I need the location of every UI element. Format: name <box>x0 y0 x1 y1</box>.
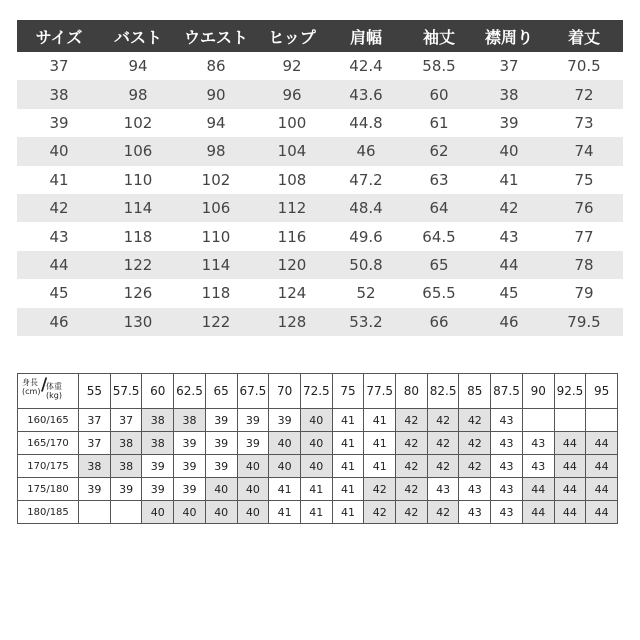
size-chart-cell: 43.6 <box>327 80 405 108</box>
corner-slash: / <box>41 375 48 395</box>
fit-chart-size-cell: 40 <box>174 501 206 524</box>
size-chart-column-header: ヒップ <box>257 20 327 52</box>
fit-chart-size-cell: 39 <box>79 478 111 501</box>
fit-chart-size-cell: 44 <box>554 478 586 501</box>
size-chart-row <box>17 251 623 279</box>
size-chart-cell: 46 <box>473 308 545 336</box>
fit-chart-body <box>18 409 618 524</box>
fit-chart-size-cell: 42 <box>396 409 428 432</box>
fit-chart-row <box>18 501 618 524</box>
size-chart-table <box>17 20 623 336</box>
size-chart-cell: 92 <box>257 52 327 80</box>
size-chart-cell: 52 <box>327 279 405 307</box>
fit-chart-size-cell: 43 <box>491 455 523 478</box>
fit-chart-size-cell: 41 <box>300 501 332 524</box>
fit-chart-size-cell: 43 <box>427 478 459 501</box>
size-chart-cell: 48.4 <box>327 194 405 222</box>
height-row-header: 170/175 <box>18 455 79 478</box>
fit-chart-size-cell: 42 <box>396 501 428 524</box>
size-chart-cell: 74 <box>545 137 623 165</box>
fit-chart-size-cell: 40 <box>237 501 269 524</box>
size-chart-cell: 39 <box>17 109 101 137</box>
size-chart-cell: 65.5 <box>405 279 473 307</box>
weight-column-header: 80 <box>396 374 428 409</box>
size-chart-cell: 39 <box>473 109 545 137</box>
fit-chart-size-cell: 43 <box>522 455 554 478</box>
fit-chart-size-cell: 44 <box>554 501 586 524</box>
size-chart-cell: 50.8 <box>327 251 405 279</box>
size-chart-column-header: サイズ <box>17 20 101 52</box>
fit-chart-size-cell: 40 <box>269 455 301 478</box>
fit-chart-size-cell: 41 <box>364 432 396 455</box>
fit-chart-size-cell <box>586 409 618 432</box>
weight-column-header: 75 <box>332 374 364 409</box>
fit-chart-size-cell: 40 <box>269 432 301 455</box>
size-chart-cell: 106 <box>175 194 257 222</box>
fit-chart-size-cell: 39 <box>205 455 237 478</box>
size-chart-cell: 90 <box>175 80 257 108</box>
fit-chart-size-cell: 43 <box>522 432 554 455</box>
size-chart-column-header: 着丈 <box>545 20 623 52</box>
fit-chart-size-cell: 42 <box>364 478 396 501</box>
fit-chart-size-cell: 39 <box>174 455 206 478</box>
size-chart-cell: 42.4 <box>327 52 405 80</box>
fit-chart-size-cell: 39 <box>110 478 142 501</box>
fit-chart-size-cell: 41 <box>332 432 364 455</box>
fit-chart-size-cell: 37 <box>110 409 142 432</box>
size-chart-column-header: バスト <box>101 20 175 52</box>
size-chart-cell: 128 <box>257 308 327 336</box>
size-chart-cell: 42 <box>473 194 545 222</box>
corner-weight-label <box>46 382 62 400</box>
size-chart-cell: 110 <box>101 166 175 194</box>
fit-chart-corner-cell <box>18 374 79 409</box>
fit-chart-size-cell: 39 <box>237 409 269 432</box>
size-chart-cell: 38 <box>17 80 101 108</box>
fit-chart-size-cell <box>554 409 586 432</box>
fit-chart-size-cell: 44 <box>522 501 554 524</box>
size-chart-cell: 63 <box>405 166 473 194</box>
fit-chart-size-cell: 40 <box>237 455 269 478</box>
fit-chart-size-cell: 38 <box>79 455 111 478</box>
fit-chart-size-cell: 39 <box>269 409 301 432</box>
size-chart-cell: 110 <box>175 222 257 250</box>
fit-chart-size-cell: 40 <box>300 455 332 478</box>
weight-label-text: 体重 <box>46 382 62 391</box>
size-chart-cell: 62 <box>405 137 473 165</box>
size-chart-cell: 61 <box>405 109 473 137</box>
size-chart-cell: 114 <box>101 194 175 222</box>
fit-chart-size-cell: 40 <box>205 478 237 501</box>
fit-chart-size-cell: 42 <box>427 455 459 478</box>
height-label-text: 身長 <box>22 378 38 387</box>
size-chart-cell: 49.6 <box>327 222 405 250</box>
size-chart-cell: 43 <box>17 222 101 250</box>
fit-chart-size-cell: 41 <box>364 455 396 478</box>
height-row-header: 175/180 <box>18 478 79 501</box>
fit-chart-size-cell: 43 <box>459 478 491 501</box>
weight-column-header: 85 <box>459 374 491 409</box>
weight-column-header: 95 <box>586 374 618 409</box>
size-chart-cell: 94 <box>175 109 257 137</box>
weight-column-header: 90 <box>522 374 554 409</box>
size-chart-cell: 66 <box>405 308 473 336</box>
fit-chart-size-cell: 42 <box>459 455 491 478</box>
size-chart-row <box>17 222 623 250</box>
size-chart-cell: 45 <box>473 279 545 307</box>
fit-chart-size-cell: 39 <box>237 432 269 455</box>
size-chart-cell: 120 <box>257 251 327 279</box>
size-chart-cell: 44 <box>17 251 101 279</box>
fit-chart-size-cell: 44 <box>522 478 554 501</box>
fit-chart-row <box>18 455 618 478</box>
fit-chart-size-cell: 40 <box>205 501 237 524</box>
weight-column-header: 92.5 <box>554 374 586 409</box>
fit-chart-size-cell: 41 <box>300 478 332 501</box>
fit-chart-size-cell: 38 <box>142 409 174 432</box>
size-chart-cell: 65 <box>405 251 473 279</box>
fit-chart-size-cell: 44 <box>586 432 618 455</box>
size-chart-header <box>17 20 623 52</box>
fit-chart-size-cell <box>522 409 554 432</box>
size-chart-cell: 130 <box>101 308 175 336</box>
size-chart-cell: 116 <box>257 222 327 250</box>
fit-chart-size-cell: 40 <box>237 478 269 501</box>
weight-column-header: 77.5 <box>364 374 396 409</box>
fit-chart-header-row <box>18 374 618 409</box>
fit-chart-size-cell: 42 <box>427 432 459 455</box>
weight-column-header: 60 <box>142 374 174 409</box>
fit-chart-size-cell: 43 <box>491 432 523 455</box>
weight-column-header: 67.5 <box>237 374 269 409</box>
weight-unit-text: (kg) <box>46 391 62 400</box>
size-chart-column-header: 襟周り <box>473 20 545 52</box>
size-chart-cell: 118 <box>175 279 257 307</box>
fit-chart-size-cell: 37 <box>79 409 111 432</box>
size-chart-cell: 122 <box>101 251 175 279</box>
fit-chart-size-cell: 41 <box>269 501 301 524</box>
size-chart-row <box>17 137 623 165</box>
size-chart-cell: 76 <box>545 194 623 222</box>
size-chart-row <box>17 166 623 194</box>
fit-chart-size-cell: 41 <box>332 409 364 432</box>
size-chart-cell: 108 <box>257 166 327 194</box>
size-chart-cell: 78 <box>545 251 623 279</box>
fit-chart-row <box>18 478 618 501</box>
fit-chart-size-cell: 41 <box>364 409 396 432</box>
fit-chart-size-cell: 42 <box>396 455 428 478</box>
weight-column-header: 87.5 <box>491 374 523 409</box>
size-chart-cell: 41 <box>473 166 545 194</box>
fit-chart-size-cell: 39 <box>142 478 174 501</box>
size-chart-cell: 44 <box>473 251 545 279</box>
fit-chart-size-cell: 38 <box>110 432 142 455</box>
size-chart-cell: 37 <box>17 52 101 80</box>
size-chart-row <box>17 80 623 108</box>
size-chart-cell: 122 <box>175 308 257 336</box>
size-chart-cell: 40 <box>473 137 545 165</box>
size-chart-cell: 47.2 <box>327 166 405 194</box>
fit-chart-size-cell: 39 <box>142 455 174 478</box>
size-chart-cell: 45 <box>17 279 101 307</box>
size-chart-cell: 41 <box>17 166 101 194</box>
size-chart-row <box>17 109 623 137</box>
fit-chart-size-cell: 41 <box>332 455 364 478</box>
size-chart-cell: 98 <box>175 137 257 165</box>
fit-chart-size-cell: 42 <box>427 501 459 524</box>
size-chart-cell: 64 <box>405 194 473 222</box>
size-chart-cell: 77 <box>545 222 623 250</box>
size-chart-row <box>17 279 623 307</box>
size-chart-header-row <box>17 20 623 52</box>
fit-chart-size-cell: 44 <box>586 478 618 501</box>
size-chart-column-header: ウエスト <box>175 20 257 52</box>
size-chart-column-header: 袖丈 <box>405 20 473 52</box>
size-chart-cell: 114 <box>175 251 257 279</box>
fit-chart-size-cell: 42 <box>396 478 428 501</box>
fit-chart-row <box>18 409 618 432</box>
size-chart-cell: 96 <box>257 80 327 108</box>
fit-chart-size-cell: 38 <box>174 409 206 432</box>
fit-chart-size-cell: 42 <box>459 432 491 455</box>
weight-column-header: 62.5 <box>174 374 206 409</box>
size-chart-column-header: 肩幅 <box>327 20 405 52</box>
fit-chart-size-cell: 42 <box>364 501 396 524</box>
height-row-header: 180/185 <box>18 501 79 524</box>
fit-chart-size-cell: 40 <box>300 409 332 432</box>
height-row-header: 165/170 <box>18 432 79 455</box>
size-chart-cell: 100 <box>257 109 327 137</box>
weight-column-header: 55 <box>79 374 111 409</box>
size-chart-cell: 112 <box>257 194 327 222</box>
size-chart-cell: 46 <box>17 308 101 336</box>
fit-chart-size-cell: 39 <box>174 432 206 455</box>
fit-chart-row <box>18 432 618 455</box>
fit-chart-size-cell: 42 <box>459 409 491 432</box>
fit-chart-size-cell <box>110 501 142 524</box>
fit-chart-size-cell: 38 <box>142 432 174 455</box>
weight-column-header: 70 <box>269 374 301 409</box>
size-chart-cell: 53.2 <box>327 308 405 336</box>
weight-column-header: 72.5 <box>300 374 332 409</box>
fit-chart-size-cell: 42 <box>427 409 459 432</box>
size-chart-cell: 126 <box>101 279 175 307</box>
size-chart-cell: 106 <box>101 137 175 165</box>
size-chart-cell: 40 <box>17 137 101 165</box>
size-chart-cell: 79.5 <box>545 308 623 336</box>
fit-chart-size-cell: 41 <box>332 478 364 501</box>
fit-chart-size-cell: 43 <box>491 478 523 501</box>
fit-chart-size-cell: 43 <box>459 501 491 524</box>
size-chart-cell: 94 <box>101 52 175 80</box>
size-chart-cell: 37 <box>473 52 545 80</box>
fit-chart-size-cell: 40 <box>300 432 332 455</box>
size-chart-cell: 102 <box>101 109 175 137</box>
corner-height-label <box>22 378 40 396</box>
size-chart-cell: 64.5 <box>405 222 473 250</box>
size-chart-cell: 38 <box>473 80 545 108</box>
size-chart-cell: 118 <box>101 222 175 250</box>
fit-chart-size-cell: 44 <box>586 501 618 524</box>
weight-column-header: 65 <box>205 374 237 409</box>
size-chart-cell: 124 <box>257 279 327 307</box>
fit-chart-size-cell: 38 <box>110 455 142 478</box>
size-chart-cell: 98 <box>101 80 175 108</box>
fit-chart-size-cell: 42 <box>396 432 428 455</box>
size-chart-row <box>17 52 623 80</box>
size-chart-cell: 75 <box>545 166 623 194</box>
fit-chart-size-cell <box>79 501 111 524</box>
size-chart-row <box>17 194 623 222</box>
size-chart-cell: 72 <box>545 80 623 108</box>
fit-chart-size-cell: 41 <box>332 501 364 524</box>
height-unit-text: (cm) <box>22 387 41 396</box>
fit-chart-table <box>17 373 618 524</box>
fit-chart-size-cell: 39 <box>174 478 206 501</box>
size-chart-cell: 102 <box>175 166 257 194</box>
size-chart-cell: 42 <box>17 194 101 222</box>
fit-chart-size-cell: 44 <box>554 432 586 455</box>
size-chart-cell: 79 <box>545 279 623 307</box>
fit-chart-size-cell: 37 <box>79 432 111 455</box>
fit-chart-header <box>18 374 618 409</box>
size-chart-cell: 46 <box>327 137 405 165</box>
size-chart-cell: 60 <box>405 80 473 108</box>
size-chart-cell: 44.8 <box>327 109 405 137</box>
fit-chart-size-cell: 44 <box>586 455 618 478</box>
weight-column-header: 82.5 <box>427 374 459 409</box>
fit-chart-size-cell: 39 <box>205 432 237 455</box>
height-row-header: 160/165 <box>18 409 79 432</box>
fit-chart-size-cell: 43 <box>491 501 523 524</box>
fit-chart-size-cell: 44 <box>554 455 586 478</box>
size-chart-cell: 86 <box>175 52 257 80</box>
fit-chart-size-cell: 41 <box>269 478 301 501</box>
size-chart-cell: 70.5 <box>545 52 623 80</box>
size-chart-cell: 58.5 <box>405 52 473 80</box>
weight-column-header: 57.5 <box>110 374 142 409</box>
fit-chart-size-cell: 43 <box>491 409 523 432</box>
size-chart-cell: 104 <box>257 137 327 165</box>
fit-chart-size-cell: 40 <box>142 501 174 524</box>
size-chart-cell: 43 <box>473 222 545 250</box>
size-chart-body <box>17 52 623 336</box>
fit-chart-size-cell: 39 <box>205 409 237 432</box>
size-chart-row <box>17 308 623 336</box>
size-chart-cell: 73 <box>545 109 623 137</box>
